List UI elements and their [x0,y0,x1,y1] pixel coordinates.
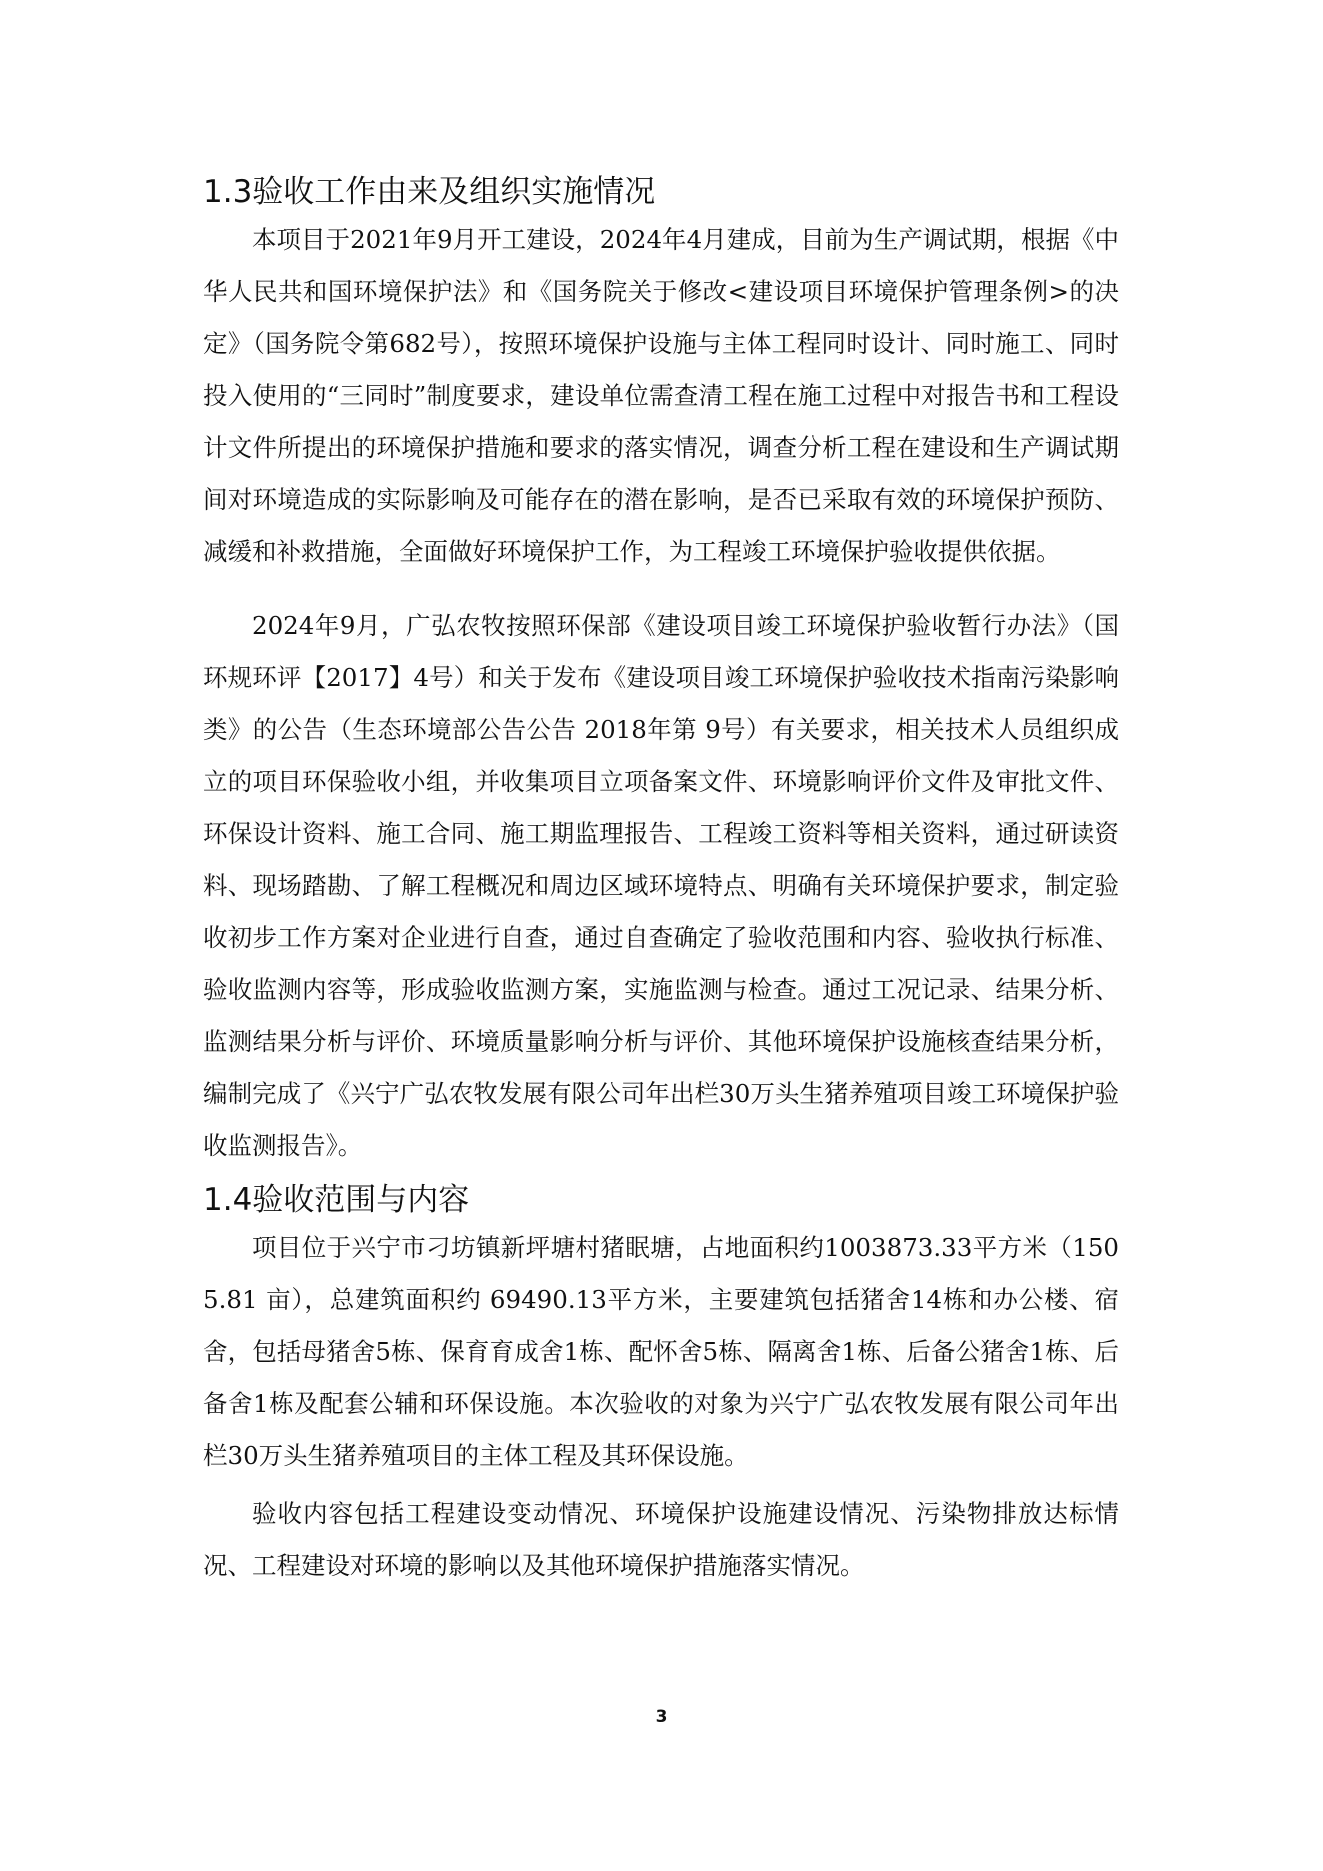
section-heading-1-4: 1.4验收范围与内容 [203,1182,470,1218]
paragraph-origin: 本项目于2021年9月开工建设，2024年4月建成，目前为生产调试期，根据《中华人民共和国环境保护法》和《国务院关于修改<建设项目环境保护管理条例>的决定》（国务院令第682号），按照环境保护设施与主体工程同时设计、同时施工、同时投入使用的“三同时”制度要求，建设单位需查清工程在施工过程中对报告书和工程设计文件所提出的环境保护措施和要求的落实情况，调查分析工程在建设和生产调试期间对环境造成的实际影响及可能存在的潜在影响，是否已采取有效的环境保护预防、减缓和补救措施，全面做好环境保护工作，为工程竣工环境保护验收提供依据。 [203,225,1119,566]
section-heading-1-3: 1.3验收工作由来及组织实施情况 [203,174,656,210]
paragraph-scope: 项目位于兴宁市刁坊镇新坪塘村猪眠塘，占地面积约1003873.33平方米（1505.81 亩），总建筑面积约 69490.13平方米，主要建筑包括猪舍14栋和办公楼、宿舍，包括母猪舍5栋、保育育成舍1栋、配怀舍5栋、隔离舍1栋、后备公猪舍1栋、后备舍1栋及配套公辅和环保设施。本次验收的对象为兴宁广弘农牧发展有限公司年出栏30万头生猪养殖项目的主体工程及其环保设施。 [203,1233,1119,1470]
paragraph-organization: 2024年9月，广弘农牧按照环保部《建设项目竣工环境保护验收暂行办法》（国环规环评【2017】4号）和关于发布《建设项目竣工环境保护验收技术指南污染影响类》的公告（生态环境部公告公告 2018年第 9号）有关要求，相关技术人员组织成立的项目环保验收小组，并收集项目立项备案文件、环境影响评价文件及审批文件、环保设计资料、施工合同、施工期监理报告、工程竣工资料等相关资料，通过研读资料、现场踏勘、了解工程概况和周边区域环境特点、明确有关环境保护要求，制定验收初步工作方案对企业进行自查，通过自查确定了验收范围和内容、验收执行标准、验收监测内容等，形成验收监测方案，实施监测与检查。通过工况记录、结果分析、监测结果分析与评价、环境质量影响分析与评价、其他环境保护设施核查结果分析，编制完成了《兴宁广弘农牧发展有限公司年出栏30万头生猪养殖项目竣工环境保护验收监测报告》。 [203,611,1119,1160]
paragraph-gap [203,578,1119,600]
page-number: 3 [655,1707,668,1727]
page-content [203,170,1119,1592]
paragraph-content: 验收内容包括工程建设变动情况、环境保护设施建设情况、污染物排放达标情况、工程建设对环境的影响以及其他环境保护措施落实情况。 [203,1499,1119,1580]
